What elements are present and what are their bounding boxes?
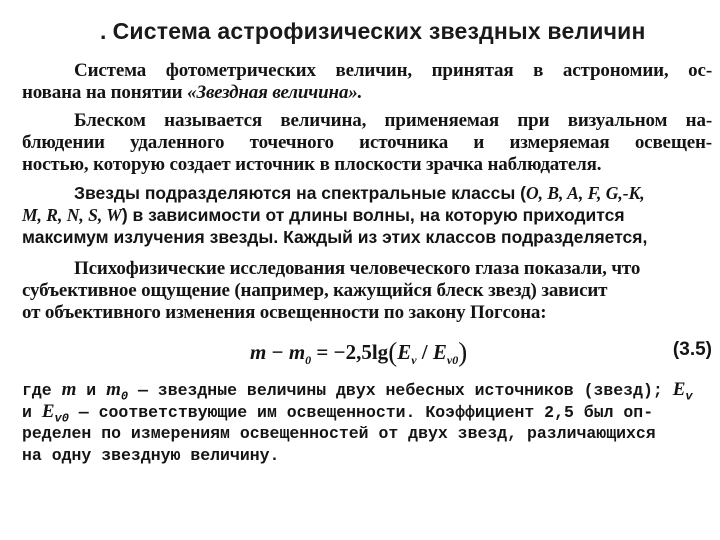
text-line: ределен по измерениям освещенностей от двух звезд, различающихся xyxy=(22,424,656,443)
text-line: субъективное ощущение (например, кажущийся блеск звезд) зависит xyxy=(22,280,608,301)
formula-operator: = −2,5 xyxy=(311,340,372,364)
pogson-formula xyxy=(250,337,467,368)
text-fragment: Звезды подразделяются на спектральные классы ( xyxy=(74,183,526,203)
text-fragment: — звездные величины двух небесных источников (звезд); xyxy=(128,381,673,400)
text-fragment: и xyxy=(76,381,107,400)
formula-symbol: E xyxy=(397,340,412,364)
text-line xyxy=(22,182,712,204)
formula-symbol: m xyxy=(106,379,121,400)
spectral-class-list: M, R, N, S, W xyxy=(22,205,122,225)
text-line xyxy=(22,401,712,426)
paragraph-star-magnitude xyxy=(22,60,712,104)
text-fragment: нована на понятии xyxy=(22,82,188,103)
formula-symbol: m xyxy=(250,340,267,364)
text-line xyxy=(22,82,712,104)
paragraph-pogson-law xyxy=(22,258,712,324)
equation-number: (3.5) xyxy=(672,339,712,360)
text-fragment: — соответствующие им освещенности. Коэффициент 2,5 был оп- xyxy=(68,403,654,422)
text-line: ностью, которую создает источник в плоскости зрачка наблюдателя. xyxy=(22,154,602,175)
formula-subscript: v0 xyxy=(54,411,69,426)
formula-symbol: E xyxy=(672,379,686,400)
text-fragment: и xyxy=(22,403,42,422)
formula-symbol: E xyxy=(432,340,447,364)
text-line: максимум излучения звезды. Каждый из этих классов подразделяется, xyxy=(22,227,648,247)
formula-subscript: 0 xyxy=(120,389,129,404)
formula-paren: ) xyxy=(458,337,468,367)
text-line: Система фотометрических величин, принятая в астрономии, ос- xyxy=(74,60,712,81)
text-line: Психофизические исследования человеческого глаза показали, что xyxy=(74,258,641,279)
text-fragment: где xyxy=(22,381,62,400)
paragraph-spectral-classes xyxy=(22,182,712,248)
formula-subscript: v xyxy=(685,389,693,404)
formula-symbol: m xyxy=(288,340,306,364)
formula-symbol: E xyxy=(41,401,55,422)
text-line xyxy=(22,379,712,404)
text-line: от объективного изменения освещенности по закону Погсона: xyxy=(22,302,547,323)
formula-paren: ( xyxy=(388,337,398,367)
title-text: Система астрофизических звездных величин xyxy=(112,18,646,44)
spectral-class-list: O, B, A, F, G,-K, xyxy=(526,183,645,203)
formula-function: lg xyxy=(371,340,389,364)
formula-subscript: 0 xyxy=(305,353,312,368)
slide-title xyxy=(100,18,646,45)
text-line: на одну звездную величину. xyxy=(22,446,280,465)
title-bullet: . xyxy=(100,18,107,44)
term-star-magnitude: «Звездная величина». xyxy=(187,82,363,103)
formula-symbol: m xyxy=(61,379,77,400)
formula-operator: / xyxy=(416,340,433,364)
text-fragment: ) в зависимости от длины волны, на которую приходится xyxy=(121,205,625,225)
text-line: блюдении удаленного точечного источника и измеряемая освещен- xyxy=(22,132,712,153)
formula-subscript: v0 xyxy=(446,353,459,368)
text-line xyxy=(22,204,712,226)
text-line: Блеском называется величина, применяемая при визуальном на- xyxy=(74,110,712,131)
formula-operator: − xyxy=(266,340,289,364)
paragraph-brightness xyxy=(22,110,712,176)
formula-subscript: v xyxy=(411,353,417,368)
equation-row xyxy=(22,337,712,367)
paragraph-formula-explanation xyxy=(22,379,712,467)
